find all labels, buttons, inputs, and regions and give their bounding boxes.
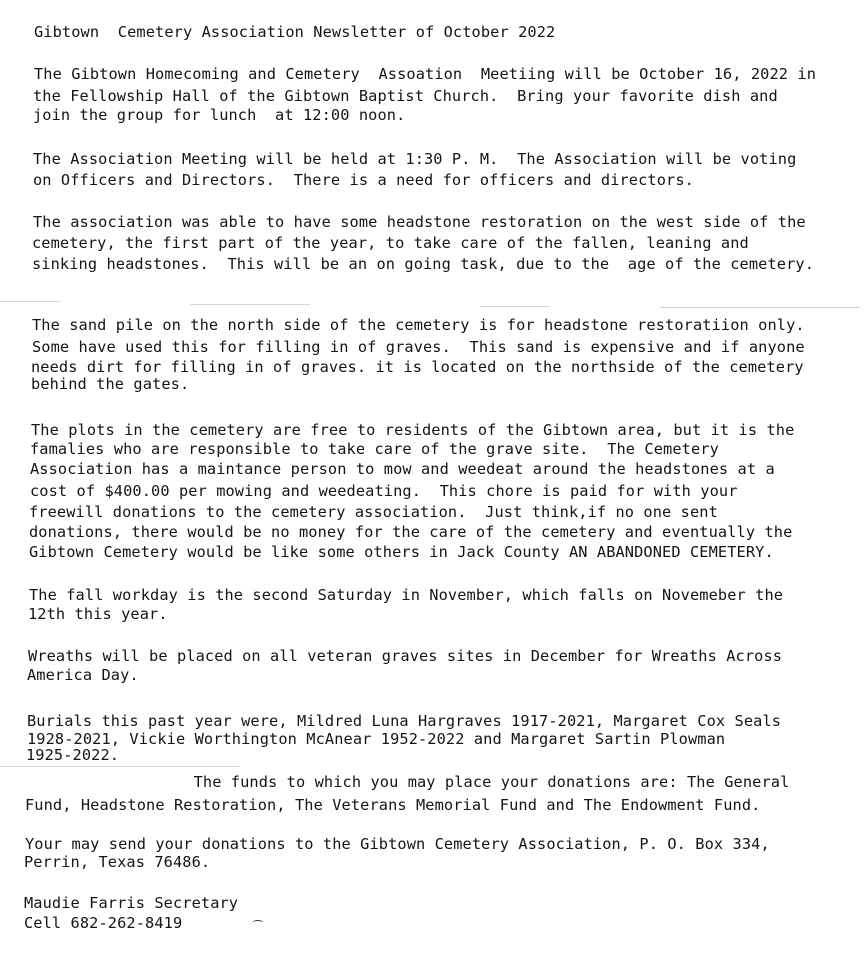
- scan-artifact: [480, 306, 550, 307]
- paragraph-sand-line-3: needs dirt for filling in of graves. it is located on the northside of the cemetery: [31, 358, 804, 376]
- paragraph-meeting-line-1: The Association Meeting will be held at 1:30 P. M. The Association will be voting: [33, 150, 797, 168]
- signature-name: Maudie Farris Secretary: [24, 894, 239, 912]
- paragraph-sand-line-4: behind the gates.: [31, 375, 190, 393]
- paragraph-plots-line-2: famalies who are responsible to take care of the grave site. The Cemetery: [30, 440, 719, 458]
- paragraph-restoration-line-2: cemetery, the first part of the year, to take care of the fallen, leaning and: [32, 234, 749, 252]
- paragraph-burials-line-1: Burials this past year were, Mildred Luna Hargraves 1917-2021, Margaret Cox Seals: [27, 712, 782, 730]
- paragraph-sand-line-2: Some have used this for filling in of graves. This sand is expensive and if anyone: [32, 338, 805, 356]
- scan-artifact: [0, 766, 240, 767]
- paragraph-workday-line-1: The fall workday is the second Saturday in November, which falls on Novemeber the: [29, 586, 784, 604]
- paragraph-plots-line-1: The plots in the cemetery are free to residents of the Gibtown area, but it is the: [31, 421, 795, 439]
- signature-phone: Cell 682-262-8419: [24, 914, 183, 932]
- paragraph-homecoming-line-2: the Fellowship Hall of the Gibtown Baptist Church. Bring your favorite dish and: [33, 87, 778, 105]
- paragraph-sand-line-1: The sand pile on the north side of the cemetery is for headstone restoratiion only.: [32, 316, 805, 334]
- paragraph-meeting-line-2: on Officers and Directors. There is a need for officers and directors.: [33, 171, 694, 189]
- paragraph-address-line-1: Your may send your donations to the Gibtown Cemetery Association, P. O. Box 334,: [25, 835, 770, 853]
- paragraph-wreaths-line-1: Wreaths will be placed on all veteran graves sites in December for Wreaths Across: [28, 647, 783, 665]
- paragraph-funds-line-1: The funds to which you may place your donations are: The General: [26, 773, 790, 791]
- paragraph-plots-line-4: cost of $400.00 per mowing and weedeating. This chore is paid for with your: [30, 482, 738, 500]
- paragraph-homecoming-line-3: join the group for lunch at 12:00 noon.: [33, 106, 406, 124]
- paragraph-homecoming-line-1: The Gibtown Homecoming and Cemetery Assoation Meetiing will be October 16, 2022 in: [34, 65, 816, 83]
- paragraph-burials-line-3: 1925-2022.: [26, 746, 120, 764]
- paragraph-plots-line-7: Gibtown Cemetery would be like some others in Jack County AN ABANDONED CEMETERY.: [29, 543, 774, 561]
- paragraph-restoration-line-3: sinking headstones. This will be an on going task, due to the age of the cemetery.: [32, 255, 814, 273]
- paragraph-workday-line-2: 12th this year.: [28, 605, 168, 623]
- scan-artifact: [190, 304, 310, 305]
- paragraph-burials-line-2: 1928-2021, Vickie Worthington McAnear 1952-2022 and Margaret Sartin Plowman: [27, 730, 726, 748]
- paragraph-plots-line-3: Association has a maintance person to mow and weedeat around the headstones at a: [30, 460, 775, 478]
- paragraph-funds-line-2: Fund, Headstone Restoration, The Veterans Memorial Fund and The Endowment Fund.: [25, 796, 761, 814]
- paragraph-address-line-2: Perrin, Texas 76486.: [24, 853, 211, 871]
- ink-mark: ⁀: [253, 920, 263, 934]
- scan-artifact: [0, 301, 60, 302]
- paragraph-wreaths-line-2: America Day.: [27, 666, 139, 684]
- scan-artifact: [660, 307, 860, 308]
- paragraph-plots-line-6: donations, there would be no money for the care of the cemetery and eventually the: [29, 523, 793, 541]
- newsletter-title: Gibtown Cemetery Association Newsletter of October 2022: [34, 23, 556, 41]
- paragraph-plots-line-5: freewill donations to the cemetery association. Just think,if no one sent: [29, 503, 718, 521]
- paragraph-restoration-line-1: The association was able to have some headstone restoration on the west side of the: [33, 213, 806, 231]
